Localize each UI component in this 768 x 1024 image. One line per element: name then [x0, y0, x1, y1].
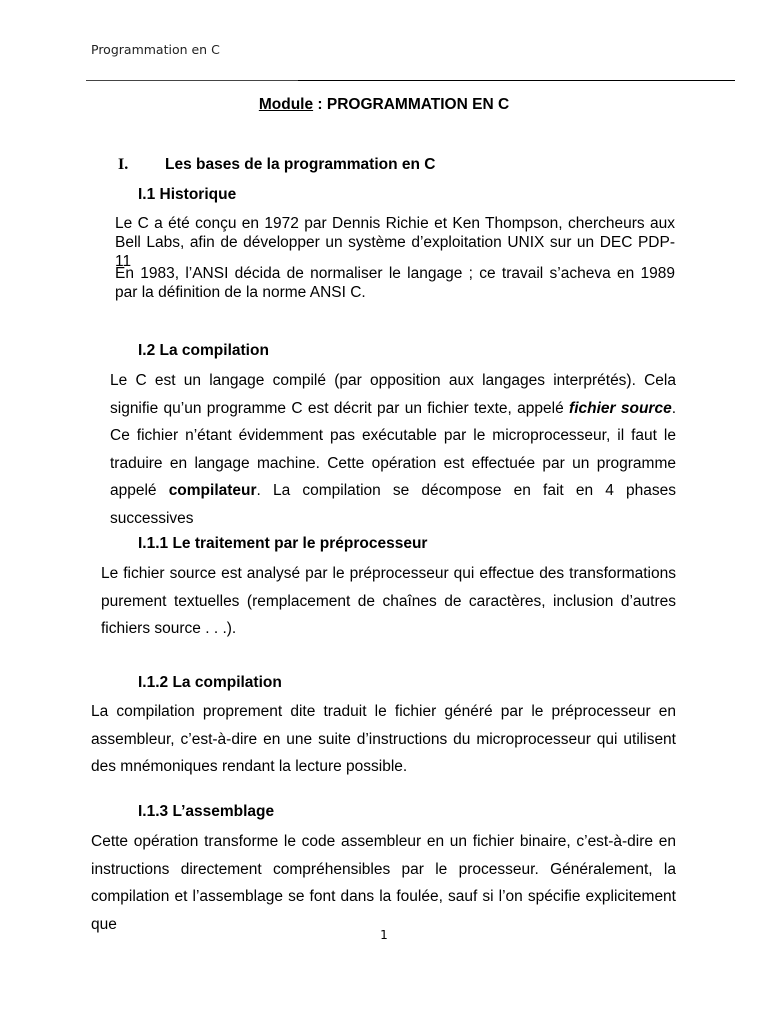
subsection-heading-preprocessor: I.1.1 Le traitement par le préprocesseur [138, 535, 428, 552]
compilation-text-start: Le C est un langage compilé (par opposition aux langages interprétés). Cela signifie qu’un programme C est décrit par un fichier texte, appelé [110, 372, 676, 417]
subsection-heading-assembly: I.1.3 L’assemblage [138, 803, 275, 820]
term-compilateur: compilateur [168, 482, 257, 499]
page-number: 1 [380, 928, 388, 942]
paragraph-historique-1: Le C a été conçu en 1972 par Dennis Richie et Ken Thompson, chercheurs aux Bell Labs, afin de développer un système d’exploitation UNIX sur un DEC PDP-11 [115, 215, 675, 270]
term-fichier-source: fichier source [569, 399, 672, 417]
running-header: Programmation en C [91, 42, 220, 57]
module-label: Module [258, 96, 314, 113]
paragraph-assembly: Cette opération transforme le code assembleur en un fichier binaire, c’est-à-dire en instructions directement compréhensibles par le processeur. Généralement, la compilation et l’assemblage se font dans la foulée, sauf si l’on spécifie explicitement que [91, 833, 676, 933]
module-title [0, 96, 768, 114]
module-subject: PROGRAMMATION EN C [326, 96, 510, 113]
paragraph-compilation [110, 367, 676, 532]
paragraph-compile-step: La compilation proprement dite traduit le fichier généré par le préprocesseur en assembleur, c’est-à-dire en une suite d’instructions du microprocesseur qui utilisent des mnémoniques rendant la lecture possible. [91, 703, 676, 775]
title-separator: : [313, 96, 327, 113]
compilation-text-end: . La compilation se décompose en fait en 4 phases successives [110, 482, 676, 527]
section-title: Les bases de la programmation en C [165, 156, 436, 173]
subsection-heading-compile-step: I.1.2 La compilation [138, 674, 282, 691]
header-rule-right [298, 80, 735, 81]
subsection-heading-compilation: I.2 La compilation [138, 342, 269, 359]
header-rule-left [86, 80, 298, 81]
section-number: I. [118, 156, 129, 173]
subsection-heading-historique: I.1 Historique [138, 186, 237, 203]
paragraph-preprocessor: Le fichier source est analysé par le préprocesseur qui effectue des transformations purement textuelles (remplacement de chaînes de caractères, inclusion d’autres fichiers source . . .). [101, 565, 676, 637]
paragraph-historique-2: En 1983, l’ANSI décida de normaliser le langage ; ce travail s’acheva en 1989 par la définition de la norme ANSI C. [115, 265, 675, 301]
compilation-text-mid: . Ce fichier n’étant évidemment pas exécutable par le microprocesseur, il faut le traduire en langage machine. Cette opération est effectuée par un programme appelé [110, 399, 676, 499]
